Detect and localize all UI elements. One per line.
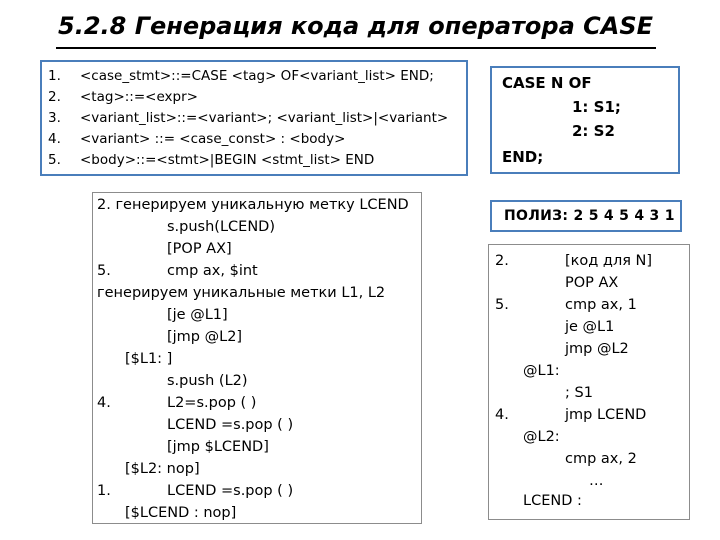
case-example-box <box>490 66 680 174</box>
code-line: 2. генерируем уникальную метку LCEND <box>97 197 409 213</box>
title-underline <box>56 47 656 49</box>
code-line: cmp ax, $int <box>167 263 258 279</box>
case-line: 1: S1; <box>572 98 621 116</box>
code-line: [jmp @L2] <box>167 329 243 345</box>
grammar-rule-3: 3. <variant_list>::=<variant>; <variant_list>|<variant> <box>48 110 449 126</box>
code-line: cmp ax, 1 <box>565 297 637 313</box>
code-line: @L2: <box>523 429 560 445</box>
step-number: 2. <box>495 253 509 269</box>
code-line: @L1: <box>523 363 560 379</box>
code-line: … <box>589 473 604 489</box>
code-line: je @L1 <box>565 319 615 335</box>
grammar-rule-4: 4. <variant> ::= <case_const> : <body> <box>48 131 346 147</box>
code-line: [je @L1] <box>167 307 228 323</box>
code-line: jmp @L2 <box>565 341 629 357</box>
code-line: генерируем уникальные метки L1, L2 <box>97 285 386 301</box>
grammar-rule-1: 1. <case_stmt>::=CASE <tag> OF<variant_list> END; <box>48 68 434 84</box>
code-line: [$LCEND : nop] <box>125 505 237 521</box>
grammar-box <box>40 60 468 176</box>
code-line: ; S1 <box>565 385 593 401</box>
step-number: 5. <box>97 263 111 279</box>
code-line: [код для N] <box>565 253 653 269</box>
slide-title: 5.2.8 Генерация кода для оператора CASE <box>58 12 654 40</box>
left-code-box <box>92 192 422 524</box>
case-line: END; <box>502 148 544 166</box>
step-number: 1. <box>97 483 111 499</box>
code-line: POP AX <box>565 275 619 291</box>
code-line: [POP AX] <box>167 241 232 257</box>
code-line: [$L2: nop] <box>125 461 200 477</box>
code-line: LCEND =s.pop ( ) <box>167 417 294 433</box>
code-line: cmp ax, 2 <box>565 451 637 467</box>
case-line: CASE N OF <box>502 74 592 92</box>
code-line: s.push(LCEND) <box>167 219 275 235</box>
code-line: L2=s.pop ( ) <box>167 395 257 411</box>
poliz-line: ПОЛИЗ: 2 5 4 5 4 3 1 <box>504 208 675 224</box>
code-line: LCEND : <box>523 493 582 509</box>
poliz-box <box>490 200 682 232</box>
step-number: 4. <box>495 407 509 423</box>
right-code-box <box>488 244 690 520</box>
code-line: [jmp $LCEND] <box>167 439 269 455</box>
code-line: s.push (L2) <box>167 373 248 389</box>
case-line: 2: S2 <box>572 122 615 140</box>
code-line: jmp LCEND <box>565 407 647 423</box>
grammar-rule-5: 5. <body>::=<stmt>|BEGIN <stmt_list> END <box>48 152 375 168</box>
code-line: LCEND =s.pop ( ) <box>167 483 294 499</box>
grammar-rule-2: 2. <tag>::=<expr> <box>48 89 198 105</box>
step-number: 5. <box>495 297 509 313</box>
step-number: 4. <box>97 395 111 411</box>
code-line: [$L1: ] <box>125 351 173 367</box>
